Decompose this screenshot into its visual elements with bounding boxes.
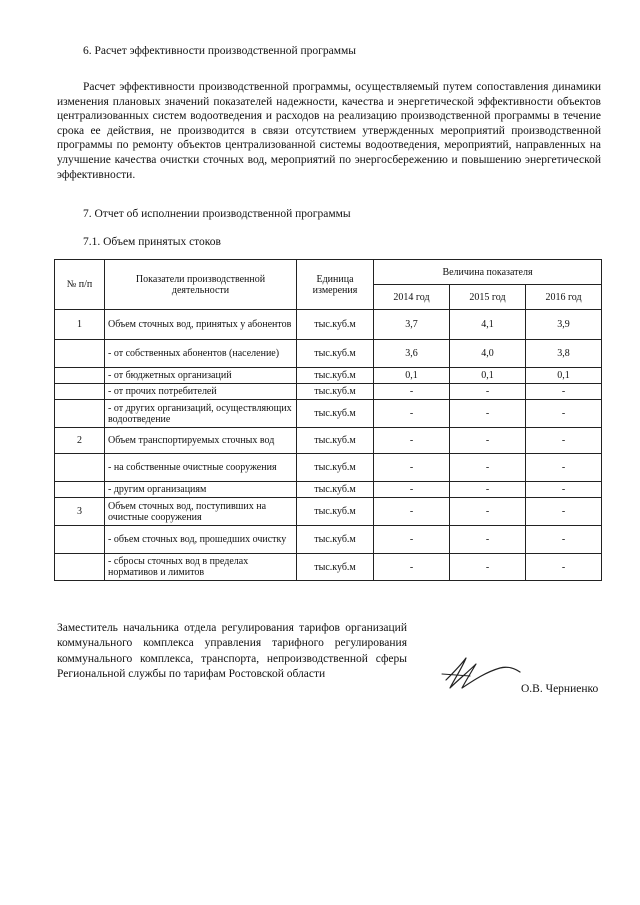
row-num [55, 482, 105, 498]
header-indicator: Показатели производственной деятельности [105, 260, 297, 310]
table-body [55, 310, 602, 581]
header-num: № п/п [55, 260, 105, 310]
row-indicator: Объем транспортируемых сточных вод [105, 428, 297, 454]
row-unit: тыс.куб.м [297, 482, 374, 498]
row-value-2015: - [450, 482, 526, 498]
header-unit: Единица измерения [297, 260, 374, 310]
row-value-2015: - [450, 400, 526, 428]
row-value-2014: - [374, 384, 450, 400]
row-value-2014: - [374, 554, 450, 581]
row-indicator: - от бюджетных организаций [105, 368, 297, 384]
section7-heading: 7. Отчет об исполнении производственной программы [83, 208, 351, 220]
row-unit: тыс.куб.м [297, 554, 374, 581]
header-year-2016: 2016 год [526, 285, 602, 310]
row-value-2014: - [374, 428, 450, 454]
row-value-2014: - [374, 526, 450, 554]
table-row [55, 368, 602, 384]
row-unit: тыс.куб.м [297, 368, 374, 384]
table-row [55, 526, 602, 554]
row-value-2015: - [450, 428, 526, 454]
row-unit: тыс.куб.м [297, 340, 374, 368]
row-unit: тыс.куб.м [297, 400, 374, 428]
handwritten-signature [440, 650, 524, 696]
row-value-2015: 4,1 [450, 310, 526, 340]
row-value-2014: 3,6 [374, 340, 450, 368]
table-row [55, 400, 602, 428]
row-num: 1 [55, 310, 105, 340]
table-row [55, 454, 602, 482]
row-value-2016: - [526, 454, 602, 482]
header-value: Величина показателя [374, 260, 602, 285]
row-indicator: Объем сточных вод, принятых у абонентов [105, 310, 297, 340]
table-row [55, 482, 602, 498]
table-row [55, 340, 602, 368]
table-row [55, 498, 602, 526]
row-value-2014: 0,1 [374, 368, 450, 384]
row-num [55, 340, 105, 368]
row-value-2014: - [374, 400, 450, 428]
row-value-2016: 0,1 [526, 368, 602, 384]
row-value-2014: 3,7 [374, 310, 450, 340]
signatory-position: Заместитель начальника отдела регулирования тарифов организаций коммунального комплекса управления тарифного регулирования коммунального комплекса, транспорта, непроизводственной сферы Региональной службы по тарифам Ростовской области [57, 622, 407, 681]
row-value-2014: - [374, 498, 450, 526]
row-value-2015: - [450, 526, 526, 554]
row-unit: тыс.куб.м [297, 454, 374, 482]
row-indicator: - от прочих потребителей [105, 384, 297, 400]
signatory-name: О.В. Черниенко [521, 683, 599, 695]
row-num: 3 [55, 498, 105, 526]
row-indicator: - от других организаций, осуществляющих водоотведение [105, 400, 297, 428]
row-value-2016: - [526, 400, 602, 428]
row-value-2016: - [526, 482, 602, 498]
row-value-2015: - [450, 384, 526, 400]
row-indicator: Объем сточных вод, поступивших на очистные сооружения [105, 498, 297, 526]
row-value-2016: 3,8 [526, 340, 602, 368]
table-row [55, 384, 602, 400]
row-unit: тыс.куб.м [297, 428, 374, 454]
row-num [55, 384, 105, 400]
table-header-row [55, 260, 602, 285]
row-indicator: - от собственных абонентов (население) [105, 340, 297, 368]
row-indicator: - объем сточных вод, прошедших очистку [105, 526, 297, 554]
row-value-2016: - [526, 498, 602, 526]
row-num [55, 526, 105, 554]
row-value-2016: - [526, 526, 602, 554]
row-value-2015: 4,0 [450, 340, 526, 368]
row-unit: тыс.куб.м [297, 498, 374, 526]
section71-subheading: 7.1. Объем принятых стоков [83, 236, 221, 248]
row-value-2015: 0,1 [450, 368, 526, 384]
row-unit: тыс.куб.м [297, 310, 374, 340]
row-unit: тыс.куб.м [297, 526, 374, 554]
row-value-2014: - [374, 454, 450, 482]
header-year-2014: 2014 год [374, 285, 450, 310]
row-value-2016: 3,9 [526, 310, 602, 340]
section6-paragraph: Расчет эффективности производственной программы, осуществляемый путем сопоставления динамики изменения плановых значений показателей надежности, качества и энергетической эффективности объектов централизованных систем водоотведения и расходов на реализацию производственной программы в течение срока ее действия, не производится в связи отсутствием утвержденных мероприятий производственной программы по ремонту объектов централизованной системы водоотведения, мероприятий, направленных на улучшение качества очистки сточных вод, мероприятий по энергосбережению и повышению энергетической эффективности. [57, 81, 601, 181]
row-num [55, 554, 105, 581]
row-indicator: - на собственные очистные сооружения [105, 454, 297, 482]
row-value-2015: - [450, 498, 526, 526]
row-num [55, 454, 105, 482]
row-num [55, 400, 105, 428]
table-row [55, 554, 602, 581]
row-value-2014: - [374, 482, 450, 498]
row-value-2015: - [450, 554, 526, 581]
row-value-2016: - [526, 384, 602, 400]
section6-heading: 6. Расчет эффективности производственной программы [83, 45, 357, 57]
row-value-2016: - [526, 428, 602, 454]
row-num: 2 [55, 428, 105, 454]
row-num [55, 368, 105, 384]
row-value-2016: - [526, 554, 602, 581]
sewage-volume-table [54, 259, 602, 581]
row-unit: тыс.куб.м [297, 384, 374, 400]
table-row [55, 428, 602, 454]
table-row [55, 310, 602, 340]
row-indicator: - сбросы сточных вод в пределах нормативов и лимитов [105, 554, 297, 581]
row-indicator: - другим организациям [105, 482, 297, 498]
header-year-2015: 2015 год [450, 285, 526, 310]
row-value-2015: - [450, 454, 526, 482]
